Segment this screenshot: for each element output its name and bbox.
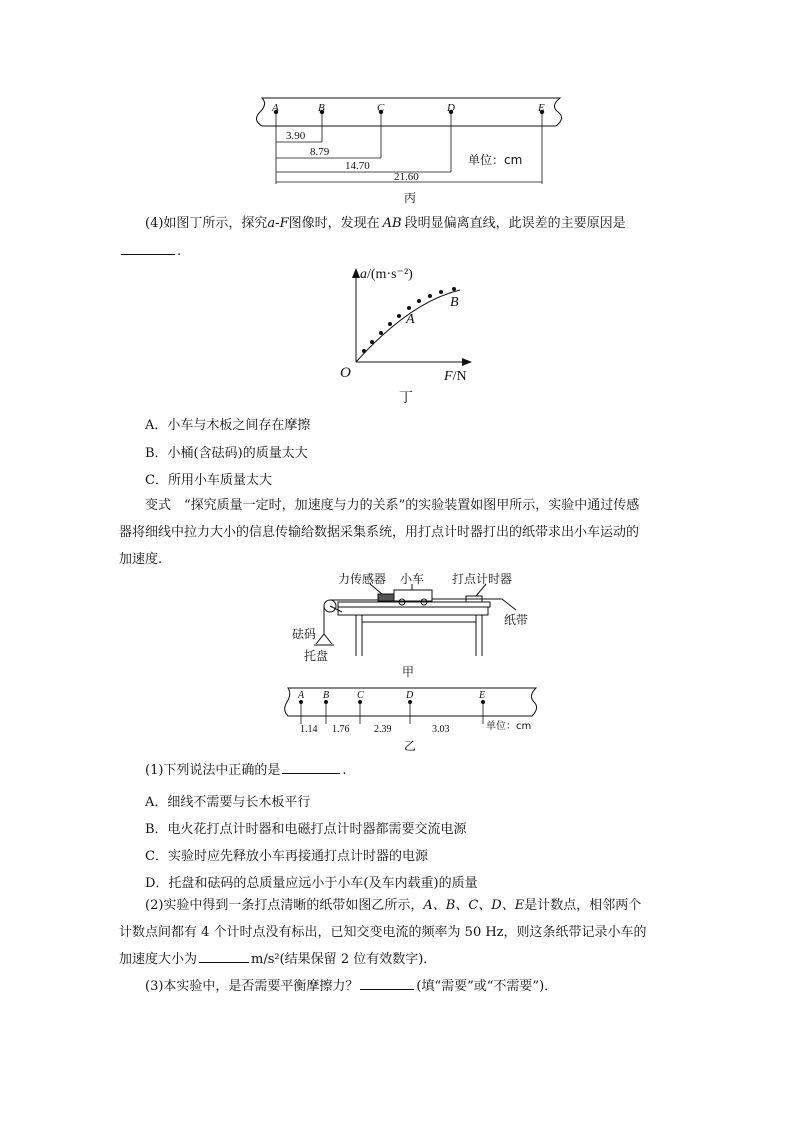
svg-text:B: B [318, 102, 325, 114]
dist-yi-DE: 3.03 [432, 724, 450, 735]
q4-option-a: A．小车与木板之间存在摩擦 [145, 418, 311, 433]
q4-option-c: C．所用小车质量太大 [145, 473, 272, 488]
tape-yi-point-A [297, 690, 305, 704]
question-4-stem: (4)如图丁所示，探究a-F图像时，发现在 AB 段明显偏离直线，此误差的主要原因是 [145, 216, 626, 231]
paper-tape [256, 98, 561, 126]
svg-text:B: B [323, 690, 330, 701]
svg-text:C: C [357, 690, 364, 701]
label-timer: 打点计时器 [452, 572, 513, 586]
question-1-stem: (1)下列说法中正确的是 . [145, 757, 701, 784]
tape-figure-yi [280, 682, 550, 754]
q1-option-c: C．实验时应先释放小车再接通打点计时器的电源 [145, 849, 428, 864]
variant-line-2: 器将细线中拉力大小的信息传输给数据采集系统，用打点计时器打出的纸带求出小车运动的 [119, 525, 640, 540]
tape-unit: 单位：cm [468, 153, 523, 167]
dist-AB: 3.90 [286, 130, 306, 142]
q1-option-a: A．细线不需要与长木板平行 [145, 795, 311, 810]
label-paper-tape: 纸带 [504, 613, 529, 627]
cart [394, 590, 432, 601]
question-4-answer-line: . [119, 238, 675, 265]
graph-figure-ding [330, 262, 490, 407]
tray [316, 634, 332, 644]
point-B-label: B [450, 295, 459, 310]
q4-option-b: B．小桶(含砝码)的质量太大 [145, 446, 308, 461]
question-3-stem: (3)本实验中，是否需要平衡摩擦力？ (填“需要”或“不需要”)． [145, 973, 701, 1000]
answer-blank-q2[interactable] [199, 949, 249, 963]
point-A-label: A [406, 312, 415, 327]
label-cart: 小车 [400, 572, 425, 586]
dist-yi-BC: 1.76 [332, 724, 350, 735]
dist-yi-AB: 1.14 [300, 724, 318, 735]
x-axis-label: F/N [444, 369, 467, 384]
answer-blank-q4[interactable] [121, 241, 175, 255]
svg-text:C: C [377, 102, 385, 114]
tape-yi-point-B [323, 690, 329, 704]
force-sensor [378, 594, 394, 601]
label-tray: 托盘 [304, 649, 329, 663]
origin-label: O [340, 365, 351, 381]
q1-option-d: D．托盘和砝码的总质量应远小于小车(及车内载重)的质量 [145, 876, 478, 891]
svg-text:E: E [538, 102, 545, 114]
answer-blank-q3[interactable] [360, 976, 414, 990]
dist-AE: 21.60 [394, 171, 419, 183]
label-weights: 砝码 [292, 627, 317, 641]
dist-yi-CD: 2.39 [374, 724, 392, 735]
tape-point-B [318, 102, 325, 114]
svg-text:D: D [406, 690, 414, 701]
tape-point-A [271, 102, 279, 114]
apparatus-figure-jia [290, 572, 550, 680]
question-2-line-3: 加速度大小为 m/s²(结果保留 2 位有效数字)． [119, 946, 675, 973]
figure-caption-ding: 丁 [399, 390, 413, 406]
question-2-line-2: 计数点间都有 4 个计时点没有标出，已知交变电流的频率为 50 Hz，则这条纸带记录小车的 [119, 925, 647, 940]
svg-text:D: D [447, 102, 455, 114]
figure-caption-yi: 乙 [404, 739, 417, 753]
question-2-line-1: (2)实验中得到一条打点清晰的纸带如图乙所示，A、B、C、D、E是计数点，相邻两个 [145, 898, 642, 913]
figure-caption-jia: 甲 [402, 665, 415, 679]
svg-text:A: A [298, 690, 305, 701]
variant-line-3: 加速度. [119, 552, 163, 567]
label-force-sensor: 力传感器 [338, 572, 387, 586]
svg-text:E: E [479, 690, 486, 701]
tape-point-D [446, 102, 455, 114]
figure-caption-bing: 丙 [404, 191, 417, 205]
tape-point-E [537, 102, 545, 114]
variant-line-1: 变式 “探究质量一定时，加速度与力的关系”的实验装置如图甲所示，实验中通过传感 [145, 498, 640, 513]
tape-yi-point-E [478, 690, 485, 704]
tape-yi-unit: 单位：cm [486, 721, 532, 732]
dist-AC: 8.79 [310, 146, 330, 158]
dist-AD: 14.70 [345, 160, 370, 172]
answer-blank-q1[interactable] [282, 760, 340, 774]
tape-yi-point-D [405, 690, 414, 704]
y-axis-label: a/(m·s⁻²) [360, 267, 413, 282]
table-top [338, 607, 488, 615]
tape-point-C [377, 102, 385, 114]
svg-text:A: A [272, 102, 279, 114]
tape-figure-bing [250, 92, 580, 210]
q1-option-b: B．电火花打点计时器和电磁打点计时器都需要交流电源 [145, 822, 467, 837]
tape-yi-point-C [357, 690, 364, 704]
